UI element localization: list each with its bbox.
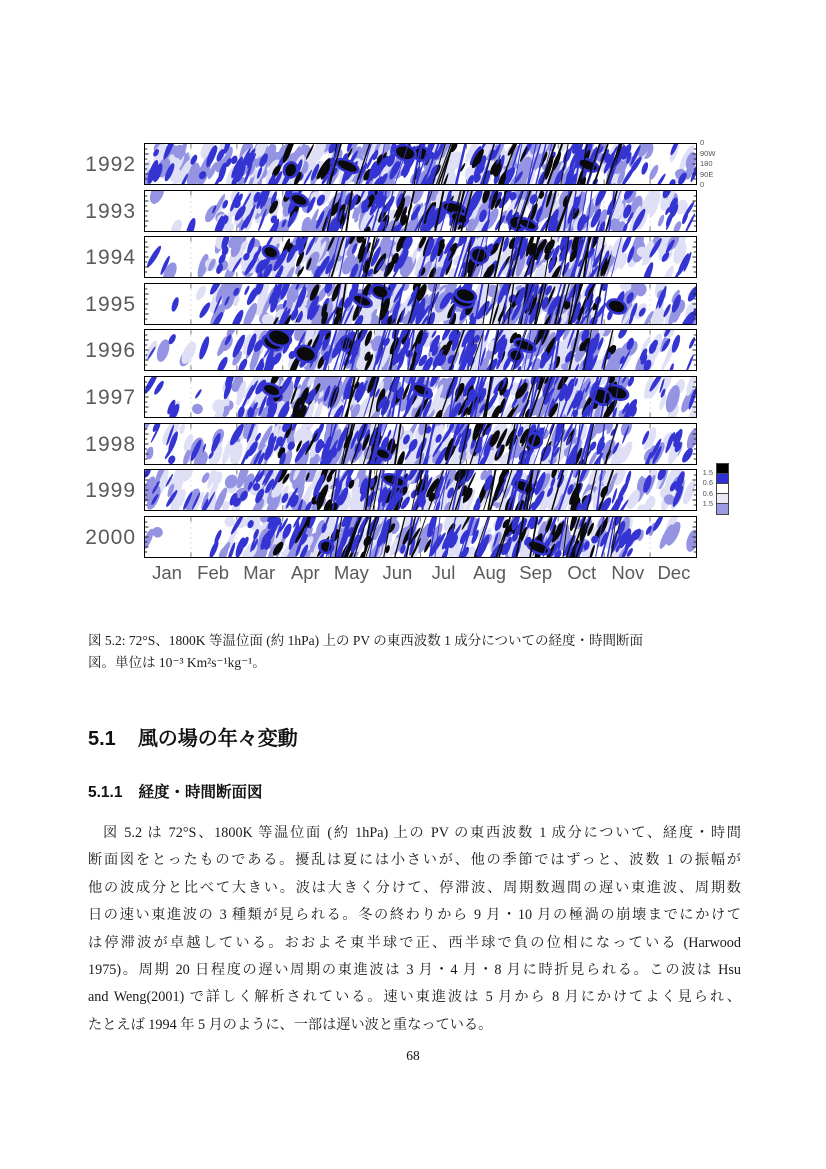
hovmoller-canvas — [145, 377, 696, 417]
legend-color-cell — [717, 484, 728, 494]
year-label: 1994 — [85, 246, 136, 270]
hovmoller-canvas — [145, 517, 696, 557]
hovmoller-canvas — [145, 330, 696, 370]
month-label: Nov — [611, 562, 645, 583]
body-line: 日の速い東進波の 3 種類が見られる。冬の終わりから 9 月・10 月の極渦の崩壊までにかけて — [88, 907, 741, 924]
hovmoller-panel — [144, 190, 697, 232]
month-label: Oct — [567, 562, 597, 583]
year-label: 2000 — [85, 525, 136, 549]
year-label: 1995 — [85, 292, 136, 316]
legend-color-cell — [717, 474, 728, 484]
longitude-label: 90E — [700, 169, 714, 179]
page-number: 68 — [406, 1048, 420, 1063]
subsection-heading — [88, 780, 263, 802]
hovmoller-panel — [144, 516, 697, 558]
section-title: 風の場の年々変動 — [137, 728, 298, 750]
body-line: and Weng(2001) で詳しく解析されている。速い東進波は 5 月から 8 月にかけてよく見られ、 — [88, 989, 741, 1006]
subsection-number: 5.1.1 — [88, 784, 123, 801]
legend-value-label: 1.5 — [702, 468, 713, 477]
year-label: 1996 — [85, 339, 136, 363]
hovmoller-canvas — [145, 144, 696, 184]
body-line: たとえば 1994 年 5 月のように、一部は遅い波と重なっている。 — [88, 1016, 493, 1033]
body-line: 図 5.2 は 72°S、1800K 等温位面 (約 1hPa) 上の PV の東西波数 1 成分について、経度・時間 — [103, 825, 741, 841]
month-label: Sep — [519, 562, 553, 583]
legend-value-label: 0.6 — [702, 478, 713, 487]
month-label: Apr — [290, 562, 320, 583]
month-label: Jul — [431, 562, 456, 583]
hovmoller-panel — [144, 236, 697, 278]
longitude-label: 0 — [700, 138, 705, 147]
hovmoller-canvas — [145, 191, 696, 231]
longitude-label: 90W — [700, 148, 716, 158]
body-line: 他の波成分と比べて大きい。波は大きく分けて、停滞波、周期数週間の遅い東進波、周期数 — [88, 879, 741, 896]
month-axis — [144, 562, 697, 588]
legend-color-cell — [717, 504, 728, 514]
body-line: 1975)。周期 20 日程度の遅い周期の東進波は 3 月・4 月・8 月に時折見られる。この波は Hsu — [88, 961, 741, 978]
year-label: 1997 — [85, 386, 136, 409]
hovmoller-panel — [144, 283, 697, 325]
subsection-title: 経度・時間断面図 — [138, 784, 263, 801]
year-label: 1999 — [85, 479, 136, 503]
year-label: 1998 — [85, 432, 136, 456]
figure-caption — [88, 630, 753, 674]
caption-line: 図 5.2: 72°S、1800K 等温位面 (約 1hPa) 上の PV の東西波数 1 成分についての経度・時間断面 — [88, 633, 644, 648]
month-label: Aug — [473, 562, 507, 583]
hovmoller-panel — [144, 143, 697, 185]
year-label: 1993 — [85, 199, 136, 223]
hovmoller-panel — [144, 423, 697, 465]
legend-color-cell — [717, 494, 728, 504]
year-label: 1992 — [85, 153, 136, 176]
month-label: Jan — [152, 562, 182, 583]
hovmoller-canvas — [145, 470, 696, 510]
body-line: は停滞波が卓越している。おおよそ東半球で正、西半球で負の位相になっている (Harwood — [88, 934, 741, 951]
legend-color-cell — [717, 464, 728, 474]
legend-value-label: 0.6 — [702, 489, 713, 498]
month-label: Feb — [197, 562, 230, 583]
body-line: 断面図をとったものである。擾乱は夏には小さいが、他の季節ではずっと、波数 1 の振幅が — [88, 852, 741, 869]
month-label: May — [333, 562, 369, 583]
month-label: Dec — [657, 562, 691, 583]
section-heading — [88, 722, 298, 751]
section-number: 5.1 — [88, 728, 116, 750]
hovmoller-panel — [144, 329, 697, 371]
month-label: Mar — [243, 562, 276, 583]
longitude-label: 0 — [700, 180, 705, 189]
hovmoller-panel — [144, 376, 697, 418]
legend-value-label: 1.5 — [702, 499, 713, 508]
body-paragraph — [88, 820, 741, 1039]
longitude-label: 180 — [700, 159, 713, 168]
month-label: Jun — [382, 562, 413, 583]
hovmoller-canvas — [145, 424, 696, 464]
hovmoller-canvas — [145, 284, 696, 324]
colorbar-legend — [716, 463, 729, 515]
hovmoller-panel — [144, 469, 697, 511]
hovmoller-canvas — [145, 237, 696, 277]
caption-line: 図。単位は 10⁻³ Km²s⁻¹kg⁻¹。 — [88, 655, 266, 670]
